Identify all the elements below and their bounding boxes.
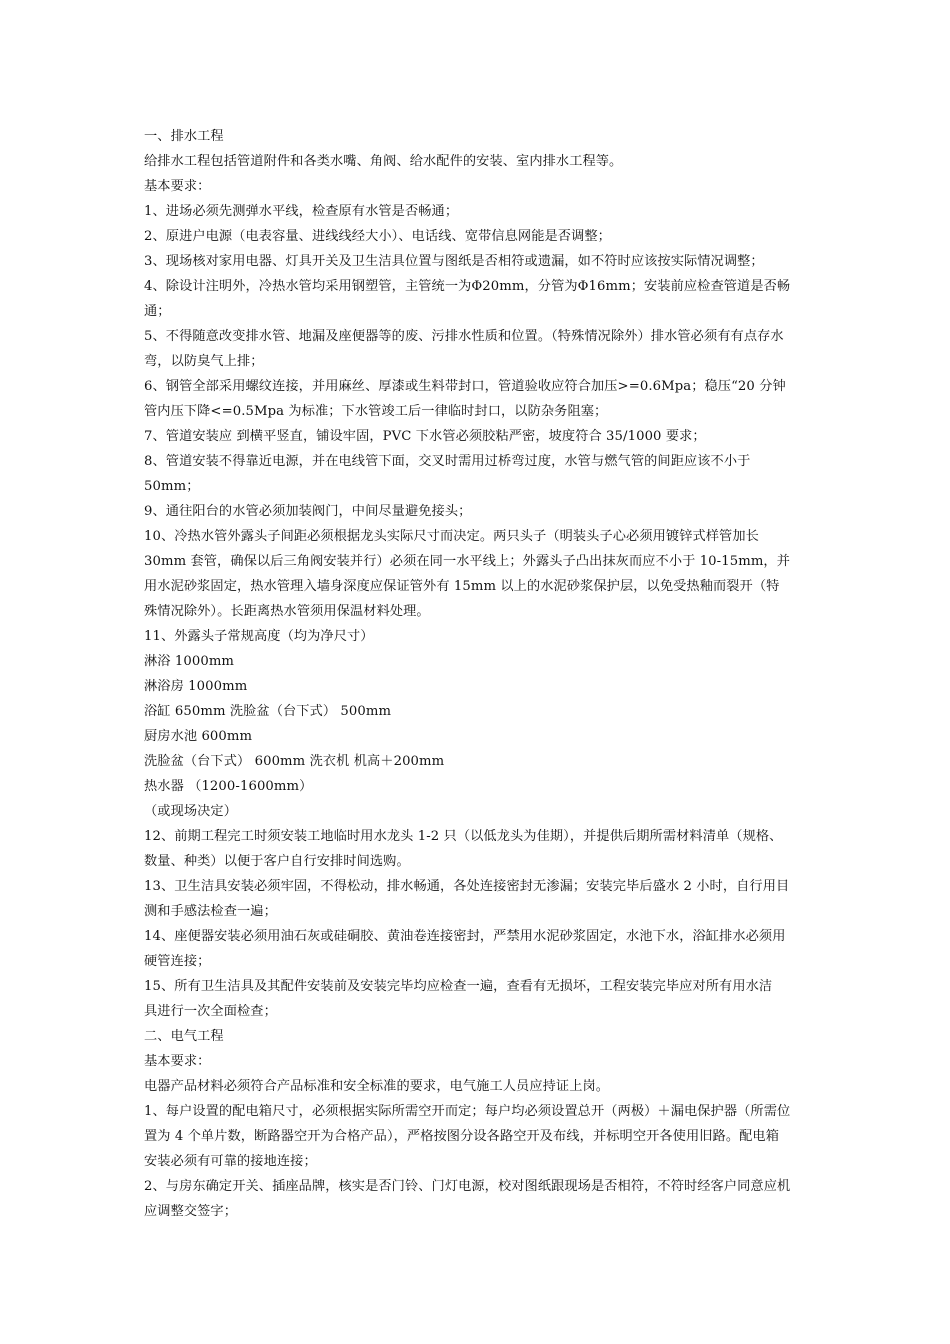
text-line: 7、管道安装应 到横平竖直，铺设牢固，PVC 下水管必须胶粘严密，坡度符合 35/1000 要求； (144, 429, 706, 444)
text-line: 10、冷热水管外露头子间距必须根据龙头实际尺寸而决定。两只头子（明装头子心必须用镀锌式样管加长 (144, 529, 759, 544)
text-line: 测和手感法检查一遍； (144, 904, 277, 919)
text-line: 弯，以防臭气上排； (144, 354, 264, 369)
text-line: 给排水工程包括管道附件和各类水嘴、角阀、给水配件的安装、室内排水工程等。 (144, 154, 623, 169)
text-line: 淋浴 1000mm (144, 654, 235, 669)
text-line: 基本要求： (144, 179, 211, 194)
text-line: 5、不得随意改变排水管、地漏及座便器等的废、污排水性质和位置。（特殊情况除外）排水管必须有有点存水 (144, 329, 784, 344)
text-line: 厨房水池 600mm (144, 729, 253, 744)
text-line: 二、电气工程 (144, 1029, 224, 1044)
text-line: 硬管连接； (144, 954, 211, 969)
text-line: 安装必须有可靠的接地连接； (144, 1154, 317, 1169)
text-line: 12、前期工程完工时须安装工地临时用水龙头 1-2 只（以低龙头为佳期），并提供后期所需材料清单（规格、 (144, 829, 783, 844)
text-line: 3、现场核对家用电器、灯具开关及卫生洁具位置与图纸是否相符或遗漏，如不符时应该按实际情况调整； (144, 254, 764, 269)
text-line: 热水器 （1200-1600mm） (144, 779, 313, 794)
text-line: 2、原进户电源（电表容量、进线线经大小）、电话线、宽带信息网能是否调整； (144, 229, 611, 244)
text-line: 50mm； (144, 479, 200, 494)
text-line: 1、每户设置的配电箱尺寸，必须根据实际所需空开而定；每户均必须设置总开（两极）＋漏电保护器（所需位 (144, 1104, 791, 1119)
text-line: 8、管道安装不得靠近电源，并在电线管下面，交叉时需用过桥弯过度，水管与燃气管的间距应该不小于 (144, 454, 751, 469)
text-line: 管内压下降<=0.5Mpa 为标准；下水管竣工后一律临时封口，以防杂务阻塞； (144, 404, 608, 419)
text-line: 用水泥砂浆固定，热水管理入墙身深度应保证管外有 15mm 以上的水泥砂浆保护层，以免受热釉而裂开（特 (144, 579, 780, 594)
text-line: 6、钢管全部采用螺纹连接，并用麻丝、厚漆或生料带封口，管道验收应符合加压>=0.6Mpa；稳压“20 分钟 (144, 379, 786, 394)
text-line: 9、通往阳台的水管必须加装阀门，中间尽量避免接头； (144, 504, 472, 519)
text-line: 殊情况除外）。长距离热水管须用保温材料处理。 (144, 604, 430, 619)
text-line: 11、外露头子常规高度（均为净尺寸） (144, 629, 374, 644)
text-line: 洗脸盆（台下式） 600mm 洗衣机 机高＋200mm (144, 754, 445, 769)
text-line: 13、卫生洁具安装必须牢固，不得松动，排水畅通，各处连接密封无渗漏；安装完毕后盛水 2 小时，自行用目 (144, 879, 790, 894)
text-line: 通； (144, 304, 171, 319)
text-line: 数量、种类）以便于客户自行安排时间选购。 (144, 854, 410, 869)
text-line: 基本要求： (144, 1054, 211, 1069)
text-line: 4、除设计注明外，冷热水管均采用钢塑管，主管统一为Φ20mm，分管为Φ16mm；安装前应检查管道是否畅 (144, 279, 791, 294)
document-body (144, 124, 810, 1224)
text-line: 电器产品材料必须符合产品标准和安全标准的要求，电气施工人员应持证上岗。 (144, 1079, 610, 1094)
text-line: 1、进场必须先测弹水平线，检查原有水管是否畅通； (144, 204, 459, 219)
text-line: 15、所有卫生洁具及其配件安装前及安装完毕均应检查一遍，查看有无损坏，工程安装完毕应对所有用水洁 (144, 979, 773, 994)
text-line: 应调整交签字； (144, 1204, 238, 1219)
text-line: 一、排水工程 (144, 129, 224, 144)
text-line: 浴缸 650mm 洗脸盆（台下式） 500mm (144, 704, 392, 719)
text-line: 置为 4 个单片数，断路器空开为合格产品），严格按图分设各路空开及布线，并标明空开各使用旧路。配电箱 (144, 1129, 779, 1144)
text-line: 30mm 套管，确保以后三角阀安装并行）必须在同一水平线上；外露头子凸出抹灰而应不小于 10-15mm，并 (144, 554, 790, 569)
text-line: 淋浴房 1000mm (144, 679, 248, 694)
text-line: 14、座便器安装必须用油石灰或硅硐胶、黄油卷连接密封，严禁用水泥砂浆固定，水池下水，浴缸排水必须用 (144, 929, 786, 944)
text-line: 具进行一次全面检查； (144, 1004, 277, 1019)
text-line: （或现场决定） (144, 804, 238, 819)
text-line: 2、与房东确定开关、插座品牌，核实是否门铃、门灯电源，校对图纸跟现场是否相符，不符时经客户同意应机 (144, 1179, 791, 1194)
